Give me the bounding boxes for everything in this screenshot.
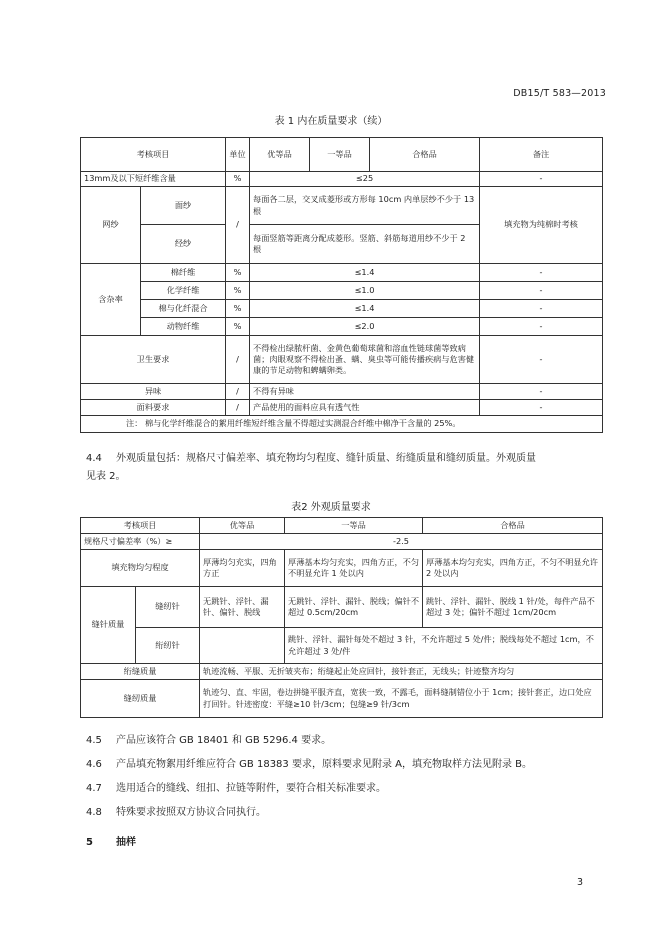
row-net-yarn-remark: 填充物为纯棉时考核 bbox=[480, 187, 603, 264]
header-remark: 备注 bbox=[480, 138, 603, 172]
paragraph-4-4 bbox=[86, 450, 606, 485]
impurity-item-value: ≤1.4 bbox=[250, 300, 480, 318]
row-short-fiber-unit: % bbox=[226, 172, 250, 187]
row-fabric-remark: - bbox=[480, 400, 603, 416]
row-fabric-label: 面料要求 bbox=[81, 400, 226, 416]
row-fill-first: 厚薄基本均匀充实，四角方正，不匀不明显允许 1 处以内 bbox=[285, 550, 423, 587]
row-needle-superior: 无跳针、浮针、漏针、偏针、脱线 bbox=[200, 587, 285, 628]
section-title: 抽样 bbox=[116, 837, 136, 848]
row-short-fiber-remark: - bbox=[480, 172, 603, 187]
row-quilt-label: 绗缝质量 bbox=[81, 664, 200, 680]
paragraph-number: 4.4 bbox=[86, 453, 102, 464]
internal-quality-table bbox=[80, 137, 603, 433]
section-number: 5 bbox=[86, 837, 93, 848]
paragraph-number: 4.5 bbox=[86, 735, 102, 746]
paragraph-number: 4.8 bbox=[86, 807, 102, 818]
row-quilt-value: 轨迹流畅、平服、无折皱夹布；绗缝起止处应回针，接针套正，无线头；针迹整齐均匀 bbox=[200, 664, 603, 680]
header-unit: 单位 bbox=[226, 138, 250, 172]
row-hygiene-unit: / bbox=[226, 336, 250, 384]
row-short-fiber-value: ≤25 bbox=[250, 172, 480, 187]
row-odor-remark: - bbox=[480, 384, 603, 400]
table2-caption: 表2 外观质量要求 bbox=[291, 502, 371, 513]
row-odor-label: 异味 bbox=[81, 384, 226, 400]
paragraph-number: 4.7 bbox=[86, 783, 102, 794]
impurity-item-remark: - bbox=[480, 300, 603, 318]
row-size-deviation-label: 规格尺寸偏差率（%）≥ bbox=[81, 534, 200, 550]
impurity-item-label: 动物纤维 bbox=[141, 318, 226, 336]
paragraph-continuation: 见表 2。 bbox=[86, 470, 126, 482]
row-sew-value: 轨迹匀、直、牢固，卷边拼缝平服齐直，宽狭一致，不露毛，面料缝制错位小于 1cm；接针套正，边口处应打回针。针迹密度：平缝≥10 针/3cm；包缝≥9 针/3cm bbox=[200, 680, 603, 718]
header-qualified: 合格品 bbox=[370, 138, 480, 172]
impurity-item-value: ≤1.0 bbox=[250, 282, 480, 300]
row-net-yarn-sub1: 面纱 bbox=[141, 187, 226, 225]
impurity-item-remark: - bbox=[480, 282, 603, 300]
table1-caption: 表 1 内在质量要求（续） bbox=[274, 116, 388, 127]
header-superior: 优等品 bbox=[250, 138, 310, 172]
row-needle-value2: 跳针、浮针、漏针每处不超过 3 针，不允许超过 5 处/件；脱线每处不超过 1cm，不允许超过 3 处/件 bbox=[285, 628, 603, 664]
paragraph-4-5 bbox=[86, 732, 606, 750]
header-first: 一等品 bbox=[310, 138, 370, 172]
table1-note: 注： 棉与化学纤维混合的絮用纤维短纤维含量不得超过实测混合纤维中棉净干含量的 25%。 bbox=[81, 416, 603, 433]
row-hygiene-label: 卫生要求 bbox=[81, 336, 226, 384]
paragraph-4-6 bbox=[86, 756, 606, 774]
impurity-item-remark: - bbox=[480, 264, 603, 282]
row-short-fiber-label: 13mm及以下短纤维含量 bbox=[81, 172, 226, 187]
impurity-item-label: 棉纤维 bbox=[141, 264, 226, 282]
row-size-deviation-value: -2.5 bbox=[200, 534, 603, 550]
paragraph-text: 产品填充物絮用纤维应符合 GB 18383 要求，原料要求见附录 A，填充物取样方法见附录 B。 bbox=[116, 759, 533, 770]
row-fabric-value: 产品使用的面料应具有透气性 bbox=[250, 400, 480, 416]
t2-header-superior: 优等品 bbox=[200, 518, 285, 534]
paragraph-4-8 bbox=[86, 804, 606, 822]
row-net-yarn-value2: 每面竖筋等距离分配成菱形。竖筋、斜筋每道用纱不少于 2 根 bbox=[250, 225, 480, 264]
paragraph-text: 外观质量包括：规格尺寸偏差率、填充物均匀程度、缝针质量、绗缝质量和缝纫质量。外观质量 bbox=[116, 453, 536, 464]
impurity-item-unit: % bbox=[226, 300, 250, 318]
row-net-yarn-sub2: 经纱 bbox=[141, 225, 226, 264]
row-fill-superior: 厚薄均匀充实，四角方正 bbox=[200, 550, 285, 587]
paragraph-text: 产品应该符合 GB 18401 和 GB 5296.4 要求。 bbox=[116, 735, 332, 746]
impurity-item-remark: - bbox=[480, 318, 603, 336]
header-item: 考核项目 bbox=[81, 138, 226, 172]
appearance-quality-table bbox=[80, 517, 603, 718]
document-id: DB15/T 583—2013 bbox=[513, 88, 606, 99]
row-fill-qualified: 厚薄基本均匀充实，四角方正，不匀不明显允许 2 处以内 bbox=[423, 550, 603, 587]
row-hygiene-value: 不得检出绿脓杆菌、金黄色葡萄球菌和溶血性链球菌等致病菌；肉眼观察不得检出蚤、螨、臭虫等可能传播疾病与危害健康的节足动物和蜱螨卵类。 bbox=[250, 336, 480, 384]
row-net-yarn-label: 网纱 bbox=[81, 187, 141, 264]
row-sew-label: 缝纫质量 bbox=[81, 680, 200, 718]
row-needle-qualified: 跳针、浮针、漏针、脱线 1 针/处，每件产品不超过 3 处；偏针不超过 1cm/20cm bbox=[423, 587, 603, 628]
paragraph-text: 选用适合的缝线、纽扣、拉链等附件，要符合相关标准要求。 bbox=[116, 783, 386, 794]
page-number: 3 bbox=[577, 877, 584, 888]
paragraph-4-7 bbox=[86, 780, 606, 798]
row-fabric-unit: / bbox=[226, 400, 250, 416]
t2-header-item: 考核项目 bbox=[81, 518, 200, 534]
row-impurity-label: 含杂率 bbox=[81, 264, 141, 336]
row-odor-unit: / bbox=[226, 384, 250, 400]
impurity-item-value: ≤1.4 bbox=[250, 264, 480, 282]
row-needle-sub1: 缝纫针 bbox=[136, 587, 200, 628]
paragraph-number: 4.6 bbox=[86, 759, 102, 770]
impurity-item-unit: % bbox=[226, 264, 250, 282]
row-needle-label: 缝针质量 bbox=[81, 587, 136, 664]
row-odor-value: 不得有异味 bbox=[250, 384, 480, 400]
t2-header-qualified: 合格品 bbox=[423, 518, 603, 534]
impurity-item-unit: % bbox=[226, 318, 250, 336]
row-net-yarn-value1: 每面各二层，交叉成菱形或方形每 10cm 内单层纱不少于 13 根 bbox=[250, 187, 480, 225]
row-net-yarn-unit: / bbox=[226, 187, 250, 264]
paragraph-text: 特殊要求按照双方协议合同执行。 bbox=[116, 807, 266, 818]
impurity-item-value: ≤2.0 bbox=[250, 318, 480, 336]
impurity-item-label: 棉与化纤混合 bbox=[141, 300, 226, 318]
impurity-item-label: 化学纤维 bbox=[141, 282, 226, 300]
t2-header-first: 一等品 bbox=[285, 518, 423, 534]
row-needle-first: 无跳针、浮针、漏针、脱线；偏针不超过 0.5cm/20cm bbox=[285, 587, 423, 628]
impurity-item-unit: % bbox=[226, 282, 250, 300]
row-needle-sub2: 绗纫针 bbox=[136, 628, 200, 664]
section-5-heading bbox=[86, 834, 606, 852]
row-fill-label: 填充物均匀程度 bbox=[81, 550, 200, 587]
row-hygiene-remark: - bbox=[480, 336, 603, 384]
